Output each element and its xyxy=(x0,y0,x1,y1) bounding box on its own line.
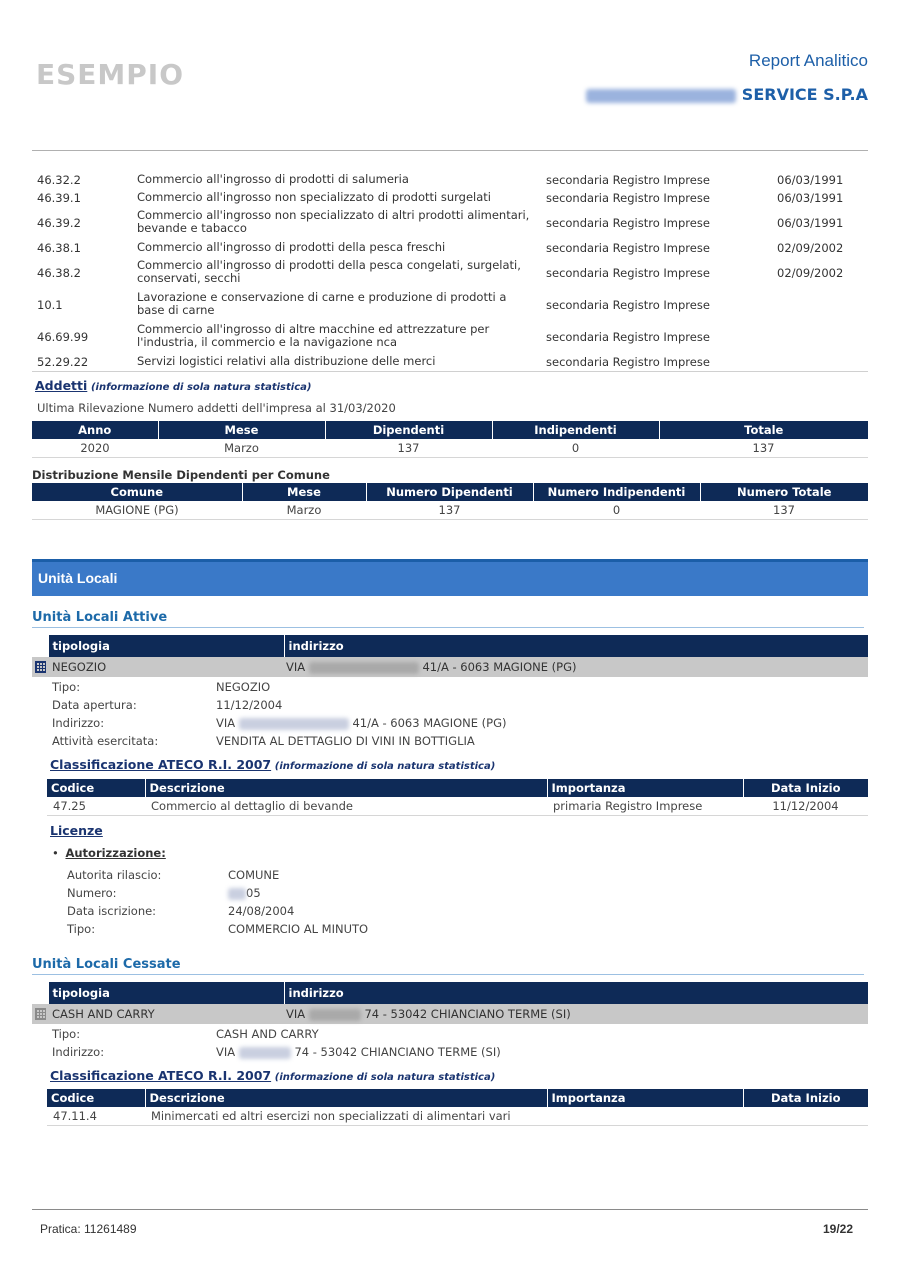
col-header-importanza: Importanza xyxy=(547,1089,743,1107)
ateco-code: 46.69.99 xyxy=(37,330,89,344)
classificazione-table-cessata xyxy=(47,1089,868,1126)
cell-importanza xyxy=(547,1107,743,1125)
company-name xyxy=(586,85,868,104)
col-header-comune: Comune xyxy=(32,483,242,501)
addetti-table xyxy=(32,421,868,458)
col-header-tipologia: tipologia xyxy=(48,635,284,657)
unita-attive-header xyxy=(32,635,868,657)
col-header-indirizzo: indirizzo xyxy=(284,982,868,1004)
unita-cessate-title: Unità Locali Cessate xyxy=(32,957,181,972)
label-autorita: Autorita rilascio: xyxy=(67,868,162,882)
cell-indipendenti: 0 xyxy=(492,439,659,457)
cell-anno: 2020 xyxy=(32,439,158,457)
list-item xyxy=(32,241,868,259)
address-suffix: 41/A - 6063 MAGIONE (PG) xyxy=(352,716,507,730)
col-header-descrizione: Descrizione xyxy=(145,1089,547,1107)
cell-descrizione: Minimercati ed altri esercizi non specializzati di alimentari vari xyxy=(145,1107,547,1125)
ateco-importance: secondaria Registro Imprese xyxy=(546,173,710,187)
ateco-importance: secondaria Registro Imprese xyxy=(546,216,710,230)
building-icon xyxy=(35,1008,46,1020)
ateco-code: 52.29.22 xyxy=(37,355,89,369)
ateco-description: Commercio all'ingrosso non specializzato di prodotti surgelati xyxy=(137,190,492,204)
col-header-numero-indipendenti: Numero Indipendenti xyxy=(533,483,700,501)
ateco-description: Lavorazione e conservazione di carne e produzione di prodotti a base di carne xyxy=(137,290,507,317)
address-prefix: VIA xyxy=(286,660,306,674)
table-row xyxy=(32,501,868,519)
table-row xyxy=(47,797,868,815)
address-prefix: VIA xyxy=(286,1007,306,1021)
col-header-indipendenti: Indipendenti xyxy=(492,421,659,439)
list-item xyxy=(32,191,868,209)
ateco-importance: secondaria Registro Imprese xyxy=(546,330,710,344)
numero-suffix: 05 xyxy=(246,886,261,900)
value-tipo: NEGOZIO xyxy=(216,680,271,694)
classificazione-title[interactable]: Classificazione ATECO R.I. 2007 xyxy=(50,1068,272,1083)
list-item xyxy=(32,259,868,287)
col-header-indirizzo: indirizzo xyxy=(284,635,868,657)
classificazione-heading xyxy=(50,1068,495,1083)
bullet-icon: • xyxy=(52,846,59,860)
address-prefix: VIA xyxy=(216,716,236,730)
cell-mese: Marzo xyxy=(242,501,366,519)
ateco-code: 46.39.1 xyxy=(37,191,81,205)
col-header-mese: Mese xyxy=(158,421,325,439)
ateco-description: Commercio all'ingrosso di prodotti della pesca congelati, surgelati, conservati, secchi xyxy=(137,258,521,285)
distribution-table xyxy=(32,483,868,520)
unita-cessate-header xyxy=(32,982,868,1004)
subsection-underline xyxy=(32,974,864,975)
ateco-description: Commercio all'ingrosso di altre macchine ed attrezzature per l'industria, il commercio e la navigazione nca xyxy=(137,322,490,349)
unit-address xyxy=(286,1007,571,1021)
ateco-code: 10.1 xyxy=(37,298,63,312)
classificazione-note: (informazione di sola natura statistica) xyxy=(274,1072,496,1083)
pratica-number: Pratica: 11261489 xyxy=(40,1222,137,1236)
classificazione-heading xyxy=(50,757,495,772)
ateco-importance: secondaria Registro Imprese xyxy=(546,298,710,312)
ateco-importance: secondaria Registro Imprese xyxy=(546,266,710,280)
cell-numero-dipendenti: 137 xyxy=(366,501,533,519)
unit-row-attiva[interactable] xyxy=(32,657,868,677)
cell-comune: MAGIONE (PG) xyxy=(32,501,242,519)
col-header-totale: Totale xyxy=(659,421,868,439)
address-suffix: 74 - 53042 CHIANCIANO TERME (SI) xyxy=(294,1045,501,1059)
cell-importanza: primaria Registro Imprese xyxy=(547,797,743,815)
ateco-importance: secondaria Registro Imprese xyxy=(546,191,710,205)
ateco-code: 46.39.2 xyxy=(37,216,81,230)
value-data-apertura: 11/12/2004 xyxy=(216,698,283,712)
cell-numero-indipendenti: 0 xyxy=(533,501,700,519)
header-spacer xyxy=(32,635,48,657)
list-item xyxy=(32,291,868,319)
unit-tipologia: CASH AND CARRY xyxy=(52,1007,155,1021)
ateco-code: 46.38.1 xyxy=(37,241,81,255)
unita-attive-title: Unità Locali Attive xyxy=(32,610,168,625)
value-autorita: COMUNE xyxy=(228,868,280,882)
col-header-numero-dipendenti: Numero Dipendenti xyxy=(366,483,533,501)
cell-mese: Marzo xyxy=(158,439,325,457)
col-header-data-inizio: Data Inizio xyxy=(743,779,868,797)
col-header-data-inizio: Data Inizio xyxy=(743,1089,868,1107)
list-item xyxy=(32,209,868,237)
unit-row-cessata[interactable] xyxy=(32,1004,868,1024)
ateco-importance: secondaria Registro Imprese xyxy=(546,355,710,369)
value-lic-tipo: COMMERCIO AL MINUTO xyxy=(228,922,369,936)
ateco-date: 06/03/1991 xyxy=(777,173,844,187)
redacted-text xyxy=(228,888,246,900)
header-spacer xyxy=(32,982,48,1004)
label-data-apertura: Data apertura: xyxy=(52,698,137,712)
unit-address xyxy=(286,660,577,674)
value-indirizzo xyxy=(216,1045,501,1059)
header-divider xyxy=(32,150,868,151)
cell-codice: 47.25 xyxy=(47,797,145,815)
label-numero: Numero: xyxy=(67,886,117,900)
addetti-last-survey: Ultima Rilevazione Numero addetti dell'impresa al 31/03/2020 xyxy=(37,401,396,415)
address-suffix: 41/A - 6063 MAGIONE (PG) xyxy=(422,660,577,674)
ateco-description: Commercio all'ingrosso di prodotti della pesca freschi xyxy=(137,240,446,254)
label-data-iscrizione: Data iscrizione: xyxy=(67,904,157,918)
col-header-descrizione: Descrizione xyxy=(145,779,547,797)
building-icon xyxy=(35,661,46,673)
col-header-dipendenti: Dipendenti xyxy=(325,421,492,439)
label-indirizzo: Indirizzo: xyxy=(52,1045,105,1059)
ateco-code: 46.38.2 xyxy=(37,266,81,280)
classificazione-note: (informazione di sola natura statistica) xyxy=(274,761,496,772)
redacted-text xyxy=(239,1047,291,1059)
cell-data-inizio: 11/12/2004 xyxy=(743,797,868,815)
ateco-code: 46.32.2 xyxy=(37,173,81,187)
unita-locali-banner: Unità Locali xyxy=(32,559,868,596)
autorizzazione-title: Autorizzazione: xyxy=(65,846,166,860)
ateco-date: 02/09/2002 xyxy=(777,241,844,255)
watermark-text: ESEMPIO xyxy=(36,58,185,91)
subsection-underline xyxy=(32,627,864,628)
cell-data-inizio xyxy=(743,1107,868,1125)
company-suffix: SERVICE S.P.A xyxy=(741,85,868,104)
licenze-title[interactable]: Licenze xyxy=(50,823,103,838)
ateco-date: 06/03/1991 xyxy=(777,216,844,230)
col-header-tipologia: tipologia xyxy=(48,982,284,1004)
footer-divider xyxy=(32,1209,868,1210)
list-item xyxy=(32,323,868,351)
value-attivita: VENDITA AL DETTAGLIO DI VINI IN BOTTIGLIA xyxy=(216,734,475,748)
cell-totale: 137 xyxy=(659,439,868,457)
col-header-numero-totale: Numero Totale xyxy=(700,483,868,501)
address-suffix: 74 - 53042 CHIANCIANO TERME (SI) xyxy=(364,1007,571,1021)
col-header-codice: Codice xyxy=(47,779,145,797)
ateco-description: Servizi logistici relativi alla distribuzione delle merci xyxy=(137,354,436,368)
autorizzazione-heading xyxy=(52,846,166,860)
page-number: 19/22 xyxy=(822,1222,853,1236)
redacted-text xyxy=(309,662,419,674)
label-attivita: Attività esercitata: xyxy=(52,734,159,748)
classificazione-title[interactable]: Classificazione ATECO R.I. 2007 xyxy=(50,757,272,772)
col-header-anno: Anno xyxy=(32,421,158,439)
ateco-date: 06/03/1991 xyxy=(777,191,844,205)
col-header-importanza: Importanza xyxy=(547,779,743,797)
value-numero xyxy=(228,886,261,900)
redacted-text xyxy=(309,1009,361,1021)
distribution-title: Distribuzione Mensile Dipendenti per Comune xyxy=(32,468,330,482)
addetti-heading xyxy=(35,378,311,393)
cell-descrizione: Commercio al dettaglio di bevande xyxy=(145,797,547,815)
col-header-codice: Codice xyxy=(47,1089,145,1107)
label-lic-tipo: Tipo: xyxy=(67,922,96,936)
redacted-text xyxy=(586,89,736,103)
value-data-iscrizione: 24/08/2004 xyxy=(228,904,295,918)
ateco-description: Commercio all'ingrosso di prodotti di salumeria xyxy=(137,172,409,186)
table-row xyxy=(32,439,868,457)
report-title: Report Analitico xyxy=(748,51,868,70)
ateco-description: Commercio all'ingrosso non specializzato di altri prodotti alimentari, bevande e tabacco xyxy=(137,208,530,235)
redacted-text xyxy=(239,718,349,730)
col-header-mese: Mese xyxy=(242,483,366,501)
cell-numero-totale: 137 xyxy=(700,501,868,519)
cell-codice: 47.11.4 xyxy=(47,1107,145,1125)
ateco-date: 02/09/2002 xyxy=(777,266,844,280)
unit-tipologia: NEGOZIO xyxy=(52,660,107,674)
classificazione-table-attiva xyxy=(47,779,868,816)
cell-dipendenti: 137 xyxy=(325,439,492,457)
ateco-divider xyxy=(32,371,868,372)
addetti-note: (informazione di sola natura statistica) xyxy=(90,382,312,393)
ateco-importance: secondaria Registro Imprese xyxy=(546,241,710,255)
list-item xyxy=(32,173,868,191)
label-indirizzo: Indirizzo: xyxy=(52,716,105,730)
value-tipo: CASH AND CARRY xyxy=(216,1027,319,1041)
label-tipo: Tipo: xyxy=(52,680,81,694)
table-row xyxy=(47,1107,868,1125)
value-indirizzo xyxy=(216,716,507,730)
label-tipo: Tipo: xyxy=(52,1027,81,1041)
addetti-title[interactable]: Addetti xyxy=(35,378,88,393)
address-prefix: VIA xyxy=(216,1045,236,1059)
